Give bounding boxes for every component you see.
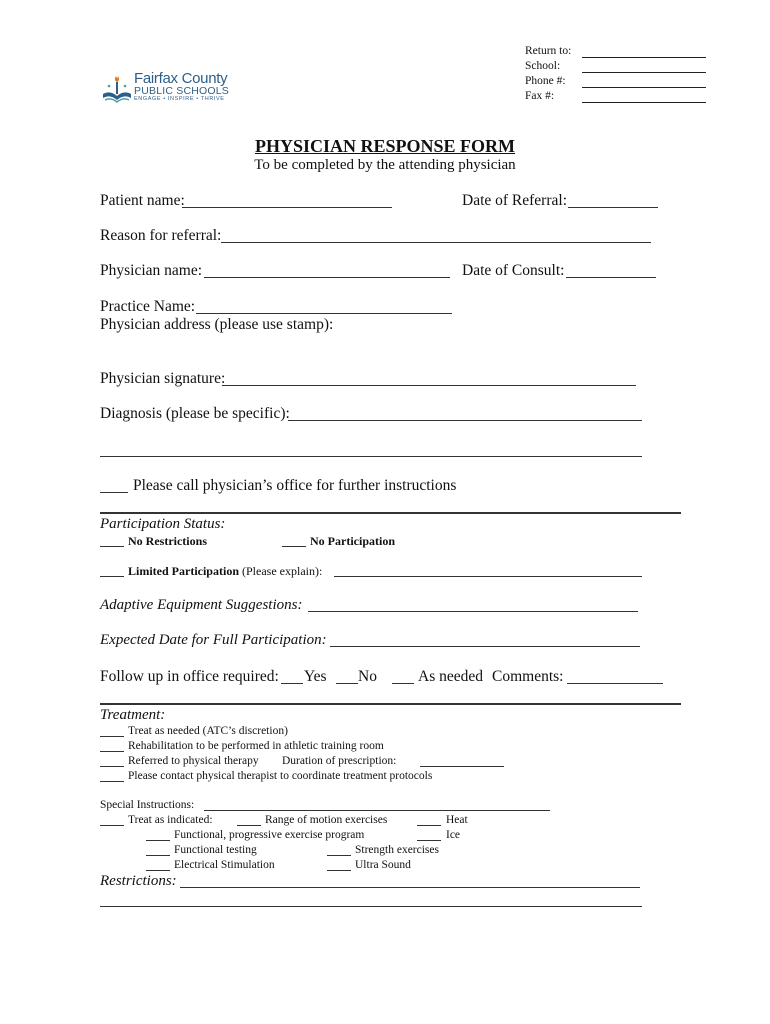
practice-name-label: Practice Name: (100, 298, 196, 315)
book-torch-icon (100, 72, 134, 106)
duration-field[interactable] (420, 766, 504, 767)
fax-label: Fax #: (525, 90, 555, 102)
limited-participation-note: (Please explain): (242, 564, 323, 578)
no-participation-checkbox[interactable] (282, 546, 306, 547)
strength-label: Strength exercises (355, 844, 439, 856)
functional-testing-checkbox[interactable] (146, 855, 170, 856)
fax-field[interactable] (582, 102, 706, 103)
restrictions-field-line-2[interactable] (100, 906, 642, 907)
date-of-referral-field[interactable] (568, 207, 658, 208)
no-restrictions-label: No Restrictions (128, 534, 207, 548)
treat-as-indicated-label: Treat as indicated: (128, 814, 213, 826)
follow-up-yes-label: Yes (304, 668, 327, 685)
participation-heading: Participation Status: (100, 516, 226, 532)
ultra-sound-label: Ultra Sound (355, 859, 411, 871)
physician-name-label: Physician name: (100, 262, 203, 279)
logo-line-1: Fairfax County (134, 70, 228, 87)
range-of-motion-checkbox[interactable] (237, 825, 261, 826)
restrictions-label: Restrictions: (100, 873, 177, 889)
diagnosis-field[interactable] (288, 420, 642, 421)
reason-for-referral-field[interactable] (221, 242, 651, 243)
school-label: School: (525, 60, 561, 72)
heat-checkbox[interactable] (417, 825, 441, 826)
follow-up-label: Follow up in office required: (100, 668, 279, 685)
treatment-heading: Treatment: (100, 707, 166, 723)
functional-testing-label: Functional testing (174, 844, 257, 856)
physician-signature-field[interactable] (222, 385, 636, 386)
no-participation-label: No Participation (310, 534, 395, 548)
ultra-sound-checkbox[interactable] (327, 870, 351, 871)
call-office-label: Please call physician’s office for further instructions (133, 477, 457, 494)
date-of-consult-field[interactable] (566, 277, 656, 278)
heat-label: Heat (446, 814, 468, 826)
expected-date-label: Expected Date for Full Participation: (100, 632, 327, 648)
patient-name-field[interactable] (182, 207, 392, 208)
comments-field[interactable] (567, 683, 663, 684)
follow-up-no-label: No (358, 668, 377, 685)
fcps-logo (100, 70, 230, 106)
restrictions-field[interactable] (180, 887, 640, 888)
referred-pt-checkbox[interactable] (100, 766, 124, 767)
diagnosis-field-line-2[interactable] (100, 456, 642, 457)
follow-up-as-needed-label: As needed (418, 668, 483, 685)
logo-line-3: ENGAGE • INSPIRE • THRIVE (134, 96, 225, 102)
form-title: PHYSICIAN RESPONSE FORM (254, 136, 516, 156)
special-instructions-field[interactable] (204, 810, 550, 811)
electrical-label: Electrical Stimulation (174, 859, 275, 871)
school-field[interactable] (582, 72, 706, 73)
rehabilitation-checkbox[interactable] (100, 751, 124, 752)
range-of-motion-label: Range of motion exercises (265, 814, 388, 826)
follow-up-no-checkbox[interactable] (336, 683, 358, 684)
limited-participation-field[interactable] (334, 576, 642, 577)
follow-up-yes-checkbox[interactable] (281, 683, 303, 684)
return-to-label: Return to: (525, 45, 572, 57)
electrical-checkbox[interactable] (146, 870, 170, 871)
physician-name-field[interactable] (204, 277, 450, 278)
physician-signature-label: Physician signature: (100, 370, 226, 387)
practice-name-field[interactable] (196, 313, 452, 314)
treatment-item: Treat as needed (ATC’s discretion) (128, 725, 288, 737)
adaptive-equipment-field[interactable] (308, 611, 638, 612)
treat-as-indicated-checkbox[interactable] (100, 825, 124, 826)
ice-checkbox[interactable] (417, 840, 441, 841)
call-office-checkbox[interactable] (100, 492, 128, 493)
strength-checkbox[interactable] (327, 855, 351, 856)
logo-line-2: PUBLIC SCHOOLS (134, 85, 229, 97)
physician-address-label: Physician address (please use stamp): (100, 316, 334, 333)
ice-label: Ice (446, 829, 461, 841)
adaptive-equipment-label: Adaptive Equipment Suggestions: (100, 597, 303, 613)
reason-for-referral-label: Reason for referral: (100, 227, 222, 244)
no-restrictions-checkbox[interactable] (100, 546, 124, 547)
expected-date-field[interactable] (330, 646, 640, 647)
duration-label: Duration of prescription: (282, 755, 397, 767)
treatment-item: Referred to physical therapy (128, 755, 259, 767)
date-of-referral-label: Date of Referral: (462, 192, 567, 209)
treatment-item: Rehabilitation to be performed in athletic training room (128, 740, 384, 752)
return-to-field[interactable] (582, 57, 706, 58)
form-subtitle: To be completed by the attending physician (254, 157, 516, 173)
functional-program-checkbox[interactable] (146, 840, 170, 841)
treat-as-needed-checkbox[interactable] (100, 736, 124, 737)
functional-program-label: Functional, progressive exercise program (174, 829, 365, 841)
phone-label: Phone #: (525, 75, 566, 87)
limited-participation-text (128, 564, 322, 579)
comments-label: Comments: (492, 668, 564, 685)
treatment-item: Please contact physical therapist to coordinate treatment protocols (128, 770, 433, 782)
diagnosis-label: Diagnosis (please be specific): (100, 405, 290, 422)
special-instructions-label: Special Instructions: (100, 799, 195, 811)
patient-name-label: Patient name: (100, 192, 185, 209)
limited-participation-label: Limited Participation (128, 564, 239, 578)
phone-field[interactable] (582, 87, 706, 88)
limited-participation-checkbox[interactable] (100, 576, 124, 577)
follow-up-as-needed-checkbox[interactable] (392, 683, 414, 684)
contact-pt-checkbox[interactable] (100, 781, 124, 782)
date-of-consult-label: Date of Consult: (462, 262, 565, 279)
section-divider-1 (100, 512, 681, 514)
section-divider-2 (100, 703, 681, 705)
